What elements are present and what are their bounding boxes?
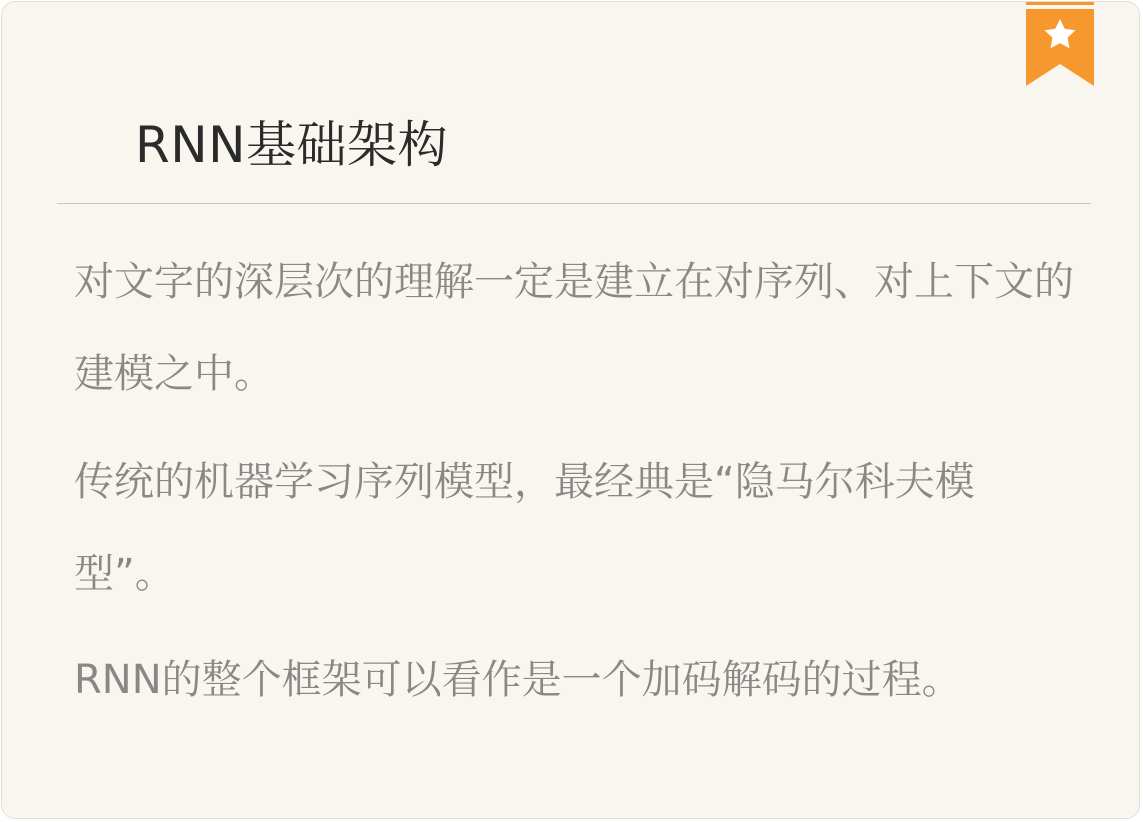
paragraph-3: RNN的整个框架可以看作是一个加码解码的过程。 bbox=[74, 657, 962, 703]
paragraph-2: 传统的机器学习序列模型，最经典是“隐马尔科夫模型”。 bbox=[74, 459, 975, 597]
content-card bbox=[1, 1, 1140, 819]
title-divider bbox=[57, 203, 1091, 204]
card-title: RNN基础架构 bbox=[135, 116, 449, 174]
star-bookmark-icon[interactable] bbox=[1026, 2, 1094, 88]
paragraph-1: 对文字的深层次的理解一定是建立在对序列、对上下文的建模之中。 bbox=[74, 259, 1074, 397]
